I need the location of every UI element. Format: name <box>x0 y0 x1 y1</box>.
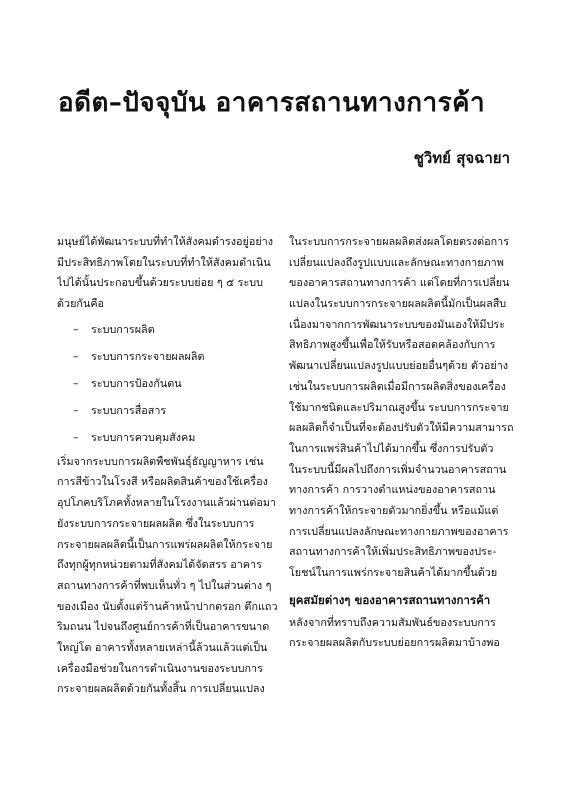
paragraph-line: เนื่องมาจากการพัฒนาระบบของมันเองให้มีประ <box>289 317 505 331</box>
paragraph-line: ทางการค้า การวางตำแหน่งของอาคารสถาน <box>289 483 496 497</box>
dash-bullet: – <box>73 349 79 363</box>
paragraph-line: มีประสิทธิภาพโดยในระบบที่ทำให้สังคมดำเนิน <box>57 255 271 269</box>
list-item-text: ระบบการกระจายผลผลิต <box>91 349 205 363</box>
paragraph-line: สถานทางการค้าที่พบเห็นทั่ว ๆ ไปในส่วนต่าง ๆ <box>57 578 272 592</box>
paragraph-line: ใหญ่โต อาคารทั้งหลายเหล่านี้ล้วนแล้วแต่เป็น <box>57 640 268 654</box>
paragraph-line: ผลผลิตก็จำเป็นที่จะต้องปรับตัวให้มีความสามารถ <box>289 421 514 435</box>
paragraph-line: ของอาคารสถานทางการค้า แต่โดยที่การเปลี่ยน <box>289 276 510 290</box>
paragraph-line: สถานทางการค้าให้เพิ่มประสิทธิภาพของประ- <box>289 545 497 559</box>
paragraph-line: โยชน์ในการแพร่กระจายสินค้าได้มากขึ้นด้วย <box>289 566 498 579</box>
paragraph-line: เริ่มจากระบบการผลิตพืชพันธุ์ธัญญาหาร เช่น <box>57 454 264 468</box>
left-column <box>57 232 289 700</box>
author-name: ชูวิทย์ สุจฉายา <box>413 149 510 167</box>
paragraph-line: สิทธิภาพสูงขึ้นเพื่อให้รับหรือสอดคล้องกับการ <box>289 338 496 352</box>
paragraph-line: ยังระบบการกระจายผลผลิต ซึ่งในระบบการ <box>57 516 255 530</box>
paragraph-line: เครื่องมือช่วยในการดำเนินงานของระบบการ <box>57 661 263 675</box>
section-heading: ยุคสมัยต่างๆ ของอาคารสถานทางการค้า <box>289 592 491 607</box>
paragraph-line: ไปได้นั้นประกอบขึ้นด้วยระบบย่อย ๆ ๕ ระบบ <box>57 276 263 290</box>
paragraph-line: เปลี่ยนแปลงถึงรูปแบบและลักษณะทางกายภาพ <box>289 255 504 269</box>
paragraph-line: ด้วยกันคือ <box>57 297 105 311</box>
dash-bullet: – <box>73 403 79 417</box>
paragraph-line: ทางการค้าให้กระจายตัวมากยิ่งขึ้น หรือแม้แต่ <box>289 503 499 517</box>
paragraph-line: พัฒนาเปลี่ยนแปลงรูปแบบย่อยอื่นๆด้วย ตัวอย่าง <box>289 359 509 373</box>
dash-bullet: – <box>73 376 79 390</box>
paragraph-line: ถึงทุกผู้ทุกหน่วยตามที่สังคมได้จัดสรร อาคาร <box>57 558 262 572</box>
paragraph-line: อุปโภคบริโภคทั้งหลายในโรงงานแล้วผ่านต่อมา <box>57 496 277 510</box>
list-item-text: ระบบการป้องกันตน <box>91 376 182 390</box>
paragraph-line: ในการแพร่สินค้าไปได้มากขึ้น ซึ่งการปรับตัว <box>289 441 494 455</box>
article-title: อดีต–ปัจจุบัน อาคารสถานทางการค้า <box>58 88 486 118</box>
dash-bullet: – <box>73 430 79 444</box>
paragraph-line: แปลงในระบบการกระจายผลผลิตนี้มักเป็นผลสืบ <box>289 297 507 311</box>
paragraph-line: หลังจากที่ทราบถึงความสัมพันธ์ของระบบการ <box>289 615 496 629</box>
list-item <box>57 397 289 424</box>
paragraph-line: ของเมือง นับตั้งแต่ร้านค้าหน้าปากตรอก ตึกแถว <box>57 599 278 613</box>
paragraph-line: มนุษย์ได้พัฒนาระบบที่ทำให้สังคมดำรงอยู่อย่าง <box>57 235 273 248</box>
paragraph-line: การเปลี่ยนแปลงลักษณะทางกายภาพของอาคาร <box>289 524 509 538</box>
subsystem-list <box>57 316 289 451</box>
list-item <box>57 370 289 397</box>
paragraph-line: ใช้มากชนิดและปริมาณสูงขึ้น ระบบการกระจาย <box>289 400 509 414</box>
paragraph-line: กระจายผลผลิตด้วยกันทั้งสิ้น การเปลี่ยนแปลง <box>57 682 265 696</box>
dash-bullet: – <box>73 322 79 336</box>
list-item-text: ระบบการควบคุมสังคม <box>91 430 196 444</box>
right-column <box>289 232 519 654</box>
list-item <box>57 424 289 451</box>
paragraph-line: ริมถนน ไปจนถึงศูนย์การค้าที่เป็นอาคารขนาด <box>57 620 270 634</box>
paragraph-line: ในระบบนี้มีผลไปถึงการเพิ่มจำนวนอาคารสถาน <box>289 462 507 476</box>
list-item <box>57 343 289 370</box>
paragraph-line: กระจายผลผลิตนี้เป็นการแพร่ผลผลิตให้กระจาย <box>57 537 273 551</box>
list-item-text: ระบบการสื่อสาร <box>91 403 167 417</box>
list-item-text: ระบบการผลิต <box>91 322 155 336</box>
paragraph-line: การสีข้าวในโรงสี หรือผลิตสินค้าของใช้เครื่อง <box>57 475 268 489</box>
list-item <box>57 316 289 343</box>
paragraph-line: ในระบบการกระจายผลผลิตส่งผลโดยตรงต่อการ <box>289 235 510 248</box>
paragraph-line: เช่นในระบบการผลิตเมื่อมีการผลิตสิ่งของเครื่อง <box>289 379 506 393</box>
paragraph-line: กระจายผลผลิตกับระบบย่อยการผลิตมาบ้างพอ <box>289 636 500 650</box>
